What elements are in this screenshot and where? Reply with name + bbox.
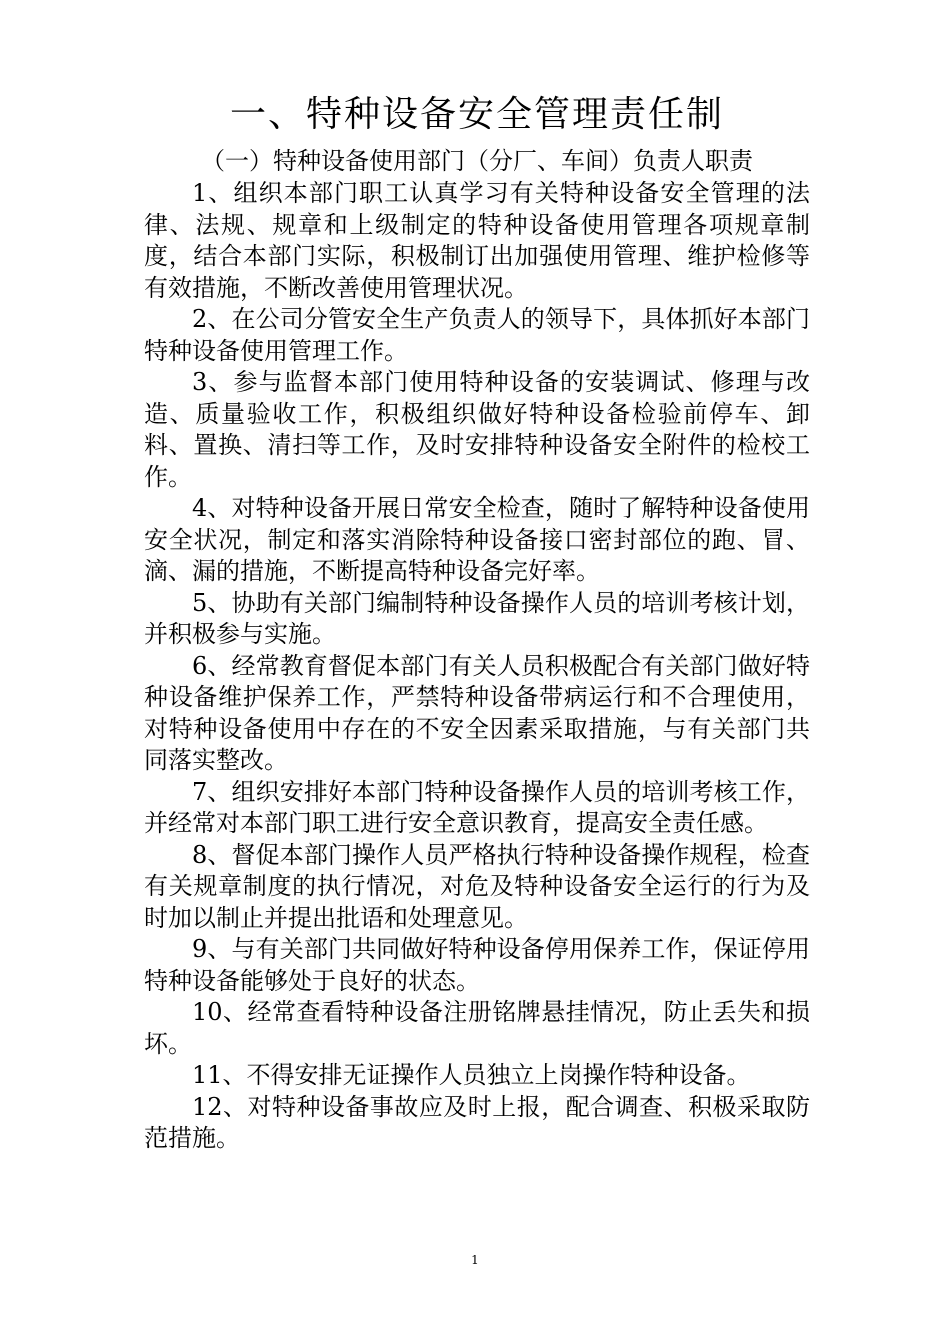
paragraph-6: 6、经常教育督促本部门有关人员积极配合有关部门做好特种设备维护保养工作，严禁特种设备带病运行和不合理使用，对特种设备使用中存在的不安全因素采取措施，与有关部门共同落实整改。 — [144, 651, 810, 774]
paragraph-1: 1、组织本部门职工认真学习有关特种设备安全管理的法律、法规、规章和上级制定的特种设备使用管理各项规章制度，结合本部门实际，积极制订出加强使用管理、维护检修等有效措施，不断改善使用管理状况。 — [144, 179, 810, 302]
paragraph-9: 9、与有关部门共同做好特种设备停用保养工作，保证停用特种设备能够处于良好的状态。 — [144, 935, 810, 995]
paragraph-2: 2、在公司分管安全生产负责人的领导下，具体抓好本部门特种设备使用管理工作。 — [144, 305, 810, 365]
page-number: 1 — [471, 1253, 479, 1267]
paragraph-3: 3、参与监督本部门使用特种设备的安装调试、修理与改造、质量验收工作，积极组织做好特种设备检验前停车、卸料、置换、清扫等工作，及时安排特种设备安全附件的检校工作。 — [144, 368, 810, 491]
paragraph-7: 7、组织安排好本部门特种设备操作人员的培训考核工作，并经常对本部门职工进行安全意识教育，提高安全责任感。 — [144, 777, 810, 837]
paragraph-11: 11、不得安排无证操作人员独立上岗操作特种设备。 — [192, 1061, 751, 1089]
document-title: 一、特种设备安全管理责任制 — [229, 94, 724, 135]
paragraph-5: 5、协助有关部门编制特种设备操作人员的培训考核计划，并积极参与实施。 — [144, 588, 810, 648]
section-title: （一）特种设备使用部门（分厂、车间）负责人职责 — [201, 147, 753, 175]
document-body — [144, 178, 810, 1155]
paragraph-8: 8、督促本部门操作人员严格执行特种设备操作规程，检查有关规章制度的执行情况，对危及特种设备安全运行的行为及时加以制止并提出批语和处理意见。 — [144, 840, 810, 932]
paragraph-12: 12、对特种设备事故应及时上报，配合调查、积极采取防范措施。 — [144, 1092, 810, 1152]
paragraph-4: 4、对特种设备开展日常安全检查，随时了解特种设备使用安全状况，制定和落实消除特种设备接口密封部位的跑、冒、滴、漏的措施，不断提高特种设备完好率。 — [144, 494, 810, 585]
paragraph-10: 10、经常查看特种设备注册铭牌悬挂情况，防止丢失和损坏。 — [144, 998, 810, 1058]
